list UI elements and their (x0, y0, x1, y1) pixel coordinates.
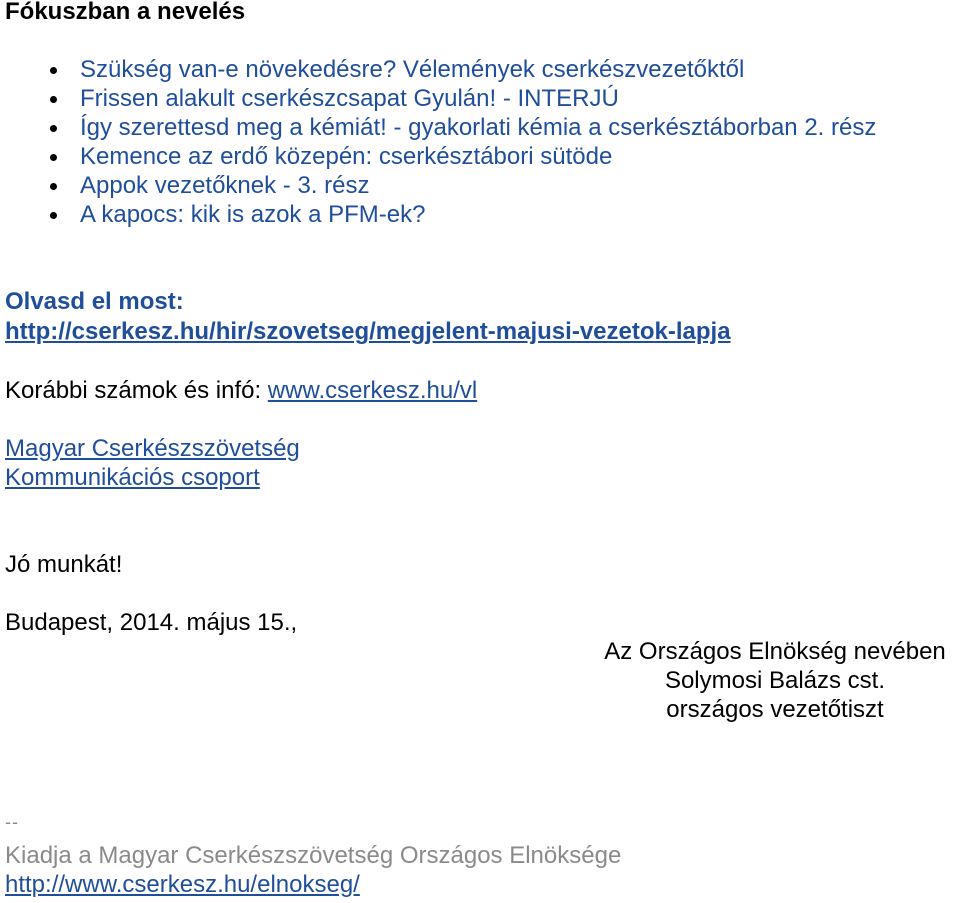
list-item[interactable] (0, 171, 876, 200)
closing-text: Jó munkát! (5, 551, 123, 578)
bullet-icon (50, 67, 57, 74)
previous-issues-link[interactable]: www.cserkesz.hu/vl (267, 377, 478, 404)
bullet-icon (50, 125, 57, 132)
article-link[interactable]: Appok vezetőknek - 3. rész (80, 172, 370, 199)
organization-link[interactable]: Magyar Cserkészszövetség (5, 435, 300, 462)
footer-link[interactable]: http://www.cserkesz.hu/elnokseg/ (5, 871, 360, 898)
article-link[interactable]: Kemence az erdő közepén: cserkésztábori sütöde (80, 143, 613, 170)
list-item[interactable] (0, 142, 876, 171)
article-list (0, 55, 876, 229)
article-link[interactable]: Így szerettesd meg a kémiát! - gyakorlati kémia a cserkésztáborban 2. rész (80, 114, 877, 141)
organization-name-line (5, 434, 300, 464)
bullet-icon (50, 212, 57, 219)
article-link[interactable]: Szükség van-e növekedésre? Vélemények cserkészvezetőktől (80, 56, 745, 83)
signature-line-2: Solymosi Balázs cst. (664, 667, 886, 694)
article-link[interactable]: A kapocs: kik is azok a PFM-ek? (80, 201, 426, 228)
bullet-icon (50, 183, 57, 190)
section-heading: Fókuszban a nevelés (5, 0, 246, 25)
date-line: Budapest, 2014. május 15., (5, 609, 298, 636)
previous-issues-label: Korábbi számok és infó: (5, 377, 262, 404)
read-now-label: Olvasd el most: (5, 288, 184, 315)
list-item[interactable] (0, 84, 876, 113)
footer-separator: -- (5, 812, 19, 832)
list-item[interactable] (0, 200, 876, 229)
signature-block (590, 637, 960, 724)
organization-group-line (5, 463, 260, 493)
list-item[interactable] (0, 113, 876, 142)
communication-group-link[interactable]: Kommunikációs csoport (5, 464, 260, 491)
footer-publisher: Kiadja a Magyar Cserkészszövetség Országos Elnöksége (5, 842, 622, 869)
read-now-link[interactable]: http://cserkesz.hu/hir/szovetseg/megjelent-majusi-vezetok-lapja (5, 318, 731, 345)
previous-issues-line (5, 376, 477, 406)
bullet-icon (50, 154, 57, 161)
list-item[interactable] (0, 55, 876, 84)
article-link[interactable]: Frissen alakult cserkészcsapat Gyulán! - INTERJÚ (80, 85, 619, 112)
signature-line-3: országos vezetőtiszt (666, 696, 884, 723)
signature-line-1: Az Országos Elnökség nevében (604, 638, 946, 665)
bullet-icon (50, 96, 57, 103)
